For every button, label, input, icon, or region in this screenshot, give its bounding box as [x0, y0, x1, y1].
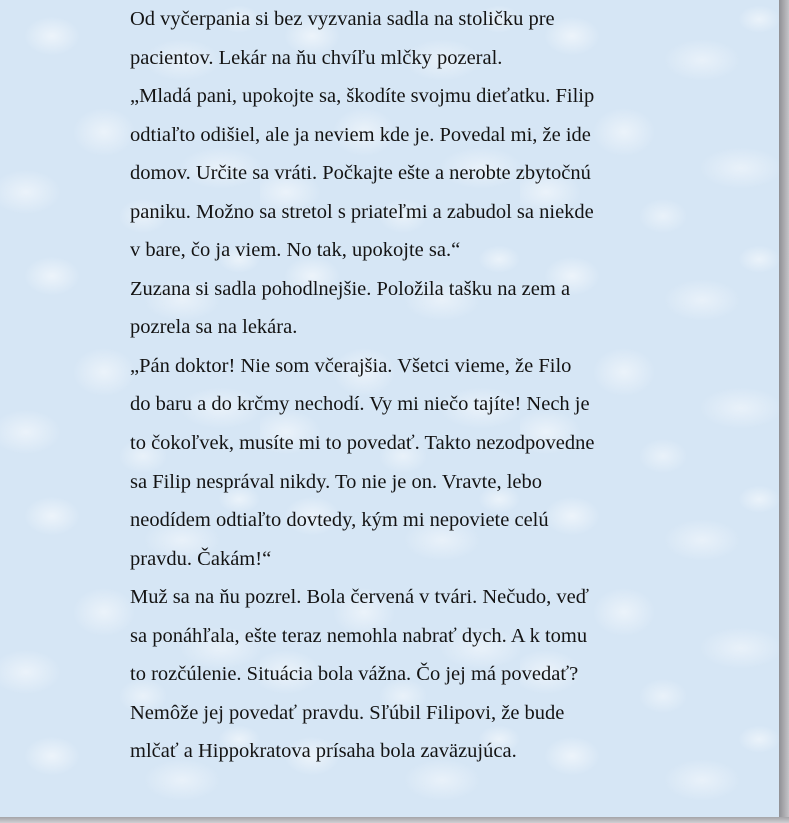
text-line: „Mladá pani, upokojte sa, škodíte svojmu dieťatku. Filip [130, 85, 595, 108]
text-line: pravdu. Čakám!“ [130, 547, 272, 570]
text-line: Od vyčerpania si bez vyzvania sadla na stoličku pre [130, 8, 555, 30]
text-line: to čokoľvek, musíte mi to povedať. Takto nezodpovedne [130, 432, 595, 455]
text-line: pacientov. Lekár na ňu chvíľu mlčky pozeral. [130, 46, 503, 69]
text-line: pozrela sa na lekára. [130, 316, 298, 339]
text-line: „Pán doktor! Nie som včerajšia. Všetci vieme, že Filo [130, 354, 572, 377]
text-line: odtiaľto odišiel, ale ja neviem kde je. Povedal mi, že ide [130, 123, 591, 146]
text-line: sa Filip nesprával nikdy. To nie je on. Vravte, lebo [130, 470, 543, 493]
story-text [130, 4, 650, 775]
text-line: Muž sa na ňu pozrel. Bola červená v tvári. Nečudo, veď [130, 586, 589, 609]
text-line: Nemôže jej povedať pravdu. Sľúbil Filipovi, že bude [130, 701, 565, 724]
text-line: v bare, čo ja viem. No tak, upokojte sa.“ [130, 239, 461, 262]
page-shadow-right [779, 0, 789, 823]
text-line: mlčať a Hippokratova prísaha bola zaväzujúca. [130, 740, 517, 763]
page-shadow-bottom [0, 817, 789, 823]
text-line: sa ponáhľala, ešte teraz nemohla nabrať dych. A k tomu [130, 624, 588, 647]
text-line: do baru a do krčmy nechodí. Vy mi niečo tajíte! Nech je [130, 393, 590, 416]
text-line: to rozčúlenie. Situácia bola vážna. Čo jej má povedať? [130, 663, 579, 686]
text-line: neodídem odtiaľto dovtedy, kým mi nepoviete celú [130, 509, 549, 532]
text-line: domov. Určite sa vráti. Počkajte ešte a nerobte zbytočnú [130, 162, 591, 185]
text-line: paniku. Možno sa stretol s priateľmi a zabudol sa niekde [130, 200, 594, 223]
text-line: Zuzana si sadla pohodlnejšie. Položila tašku na zem a [130, 277, 571, 300]
